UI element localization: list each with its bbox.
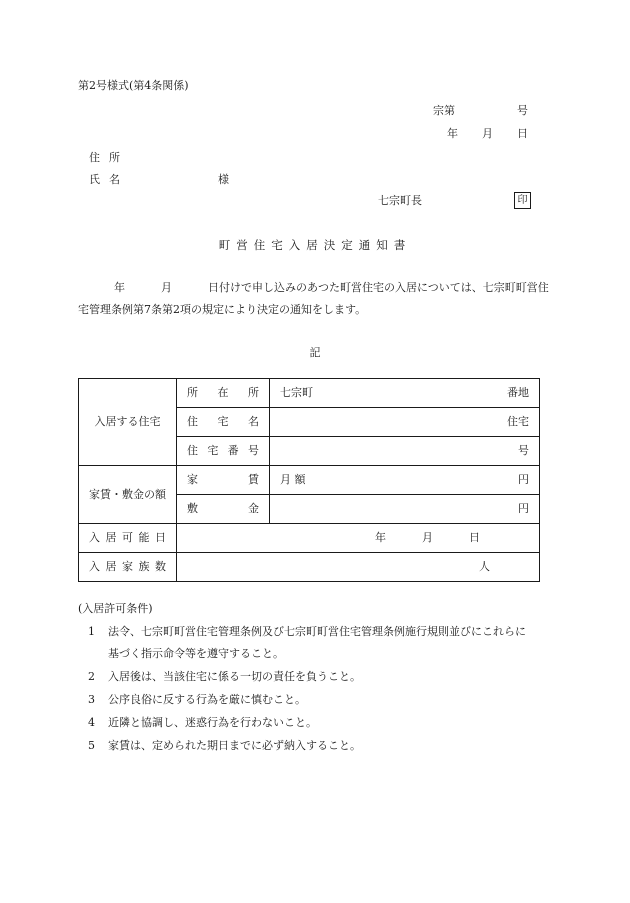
family-count-label: 入居家族数	[79, 553, 177, 582]
recipient-honorific: 様	[218, 173, 229, 186]
table-row	[79, 553, 540, 582]
condition-text: 法令、七宗町町営住宅管理条例及び七宗町町営住宅管理条例施行規則並びにこれらに	[108, 625, 526, 638]
rent-monthly-label: 月 額	[280, 473, 306, 486]
move-in-day: 日	[469, 531, 480, 544]
condition-item-continuation	[108, 647, 284, 661]
issue-date-month: 月	[482, 127, 493, 140]
condition-item	[88, 739, 361, 753]
condition-text: 近隣と協調し、迷惑行為を行わないこと。	[108, 716, 317, 729]
move-in-date-label: 入居可能日	[79, 524, 177, 553]
recipient-name-label: 氏名	[89, 173, 129, 186]
housing-info-table	[78, 378, 540, 582]
condition-text: 入居後は、当該住宅に係る一切の責任を負うこと。	[108, 670, 361, 683]
family-count-cell	[177, 553, 540, 582]
move-in-year: 年	[375, 531, 386, 544]
condition-number: 5	[88, 739, 95, 752]
house-number-label: 住宅番号	[177, 437, 270, 466]
recipient-address-label: 住所	[89, 151, 129, 164]
location-suffix: 番地	[507, 386, 529, 399]
house-name-label: 住宅名	[177, 408, 270, 437]
document-number-suffix: 号	[517, 104, 528, 117]
condition-number: 1	[88, 625, 95, 638]
condition-number: 3	[88, 693, 95, 706]
location-value: 七宗町	[280, 386, 313, 399]
issue-date-day: 日	[517, 127, 528, 140]
body-month: 月	[161, 281, 172, 294]
document-title: 町営住宅入居決定通知書	[218, 238, 412, 252]
deposit-label: 敷金	[177, 495, 270, 524]
condition-number: 2	[88, 670, 95, 683]
table-row	[79, 379, 540, 408]
deposit-unit: 円	[270, 495, 540, 524]
move-in-month: 月	[422, 531, 433, 544]
rent-unit: 円	[518, 473, 529, 486]
family-count-unit: 人	[479, 560, 490, 573]
ki-marker: 記	[309, 346, 321, 359]
condition-item	[88, 716, 317, 730]
table-row	[79, 466, 540, 495]
condition-text: 基づく指示命令等を遵守すること。	[108, 647, 284, 660]
issue-date-year: 年	[447, 127, 458, 140]
rent-group-label: 家賃・敷金の額	[79, 466, 177, 524]
condition-item	[88, 693, 306, 707]
location-cell	[270, 379, 540, 408]
condition-text: 家賃は、定められた期日までに必ず納入すること。	[108, 739, 361, 752]
conditions-heading: (入居許可条件)	[78, 602, 153, 615]
condition-text: 公序良俗に反する行為を厳に慎むこと。	[108, 693, 306, 706]
rent-label: 家賃	[177, 466, 270, 495]
body-text: 日付けで申し込みのあつた町営住宅の入居については、七宗町町営住宅管理条例第7条第2項の規定により決定の通知をします。	[78, 281, 549, 316]
document-number-prefix: 宗第	[433, 104, 455, 117]
notice-body	[78, 277, 553, 321]
location-label: 所在所	[177, 379, 270, 408]
table-row	[79, 524, 540, 553]
house-number-suffix: 号	[270, 437, 540, 466]
condition-number: 4	[88, 716, 95, 729]
form-number: 第2号様式(第4条関係)	[78, 79, 189, 92]
move-in-date-cell	[177, 524, 540, 553]
condition-item	[88, 670, 361, 684]
seal-stamp: 印	[514, 192, 531, 209]
body-year: 年	[114, 281, 125, 294]
house-name-suffix: 住宅	[270, 408, 540, 437]
house-group-label: 入居する住宅	[79, 379, 177, 466]
condition-item	[88, 625, 558, 639]
sender-title: 七宗町長	[378, 194, 422, 207]
rent-cell	[270, 466, 540, 495]
